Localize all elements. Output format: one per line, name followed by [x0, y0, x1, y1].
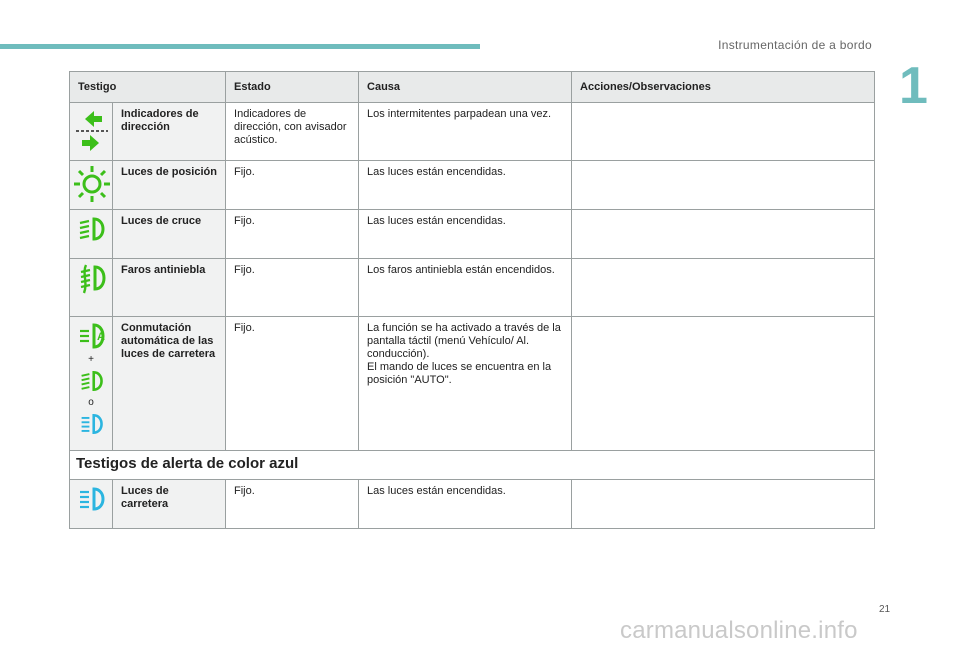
blue-section-band — [70, 451, 875, 480]
table-row — [70, 161, 875, 210]
row-name: Conmutación automática de las luces de carretera — [113, 317, 226, 451]
row-estado: Fijo. — [226, 259, 359, 317]
svg-text:A: A — [97, 331, 105, 343]
dipped-beam-icon — [72, 214, 112, 244]
warning-lights-table — [69, 71, 875, 529]
fog-lamp-icon — [72, 263, 112, 295]
table-row — [70, 259, 875, 317]
main-beam-icon — [72, 484, 112, 514]
watermark: carmanualsonline.info — [620, 617, 858, 644]
chapter-number: 1 — [899, 57, 928, 115]
plus-separator: + — [88, 354, 94, 365]
row-causa: Las luces están encendidas. — [359, 161, 572, 210]
row-estado: Fijo. — [226, 480, 359, 529]
sidelights-icon — [72, 165, 112, 203]
row-name: Luces de cruce — [113, 210, 226, 259]
row-estado: Fijo. — [226, 161, 359, 210]
row-acciones — [572, 259, 875, 317]
table-row — [70, 317, 875, 451]
row-acciones — [572, 161, 875, 210]
table-row — [70, 480, 875, 529]
row-name: Luces de posición — [113, 161, 226, 210]
row-causa: La función se ha activado a través de la pantalla táctil (menú Vehículo/ Al. conducción). El mando de luces se encuentra en la posición "AUTO". — [359, 317, 572, 451]
row-acciones — [572, 480, 875, 529]
row-causa: Las luces están encendidas. — [359, 210, 572, 259]
auto-high-beam-icon — [72, 321, 112, 351]
table-row — [70, 103, 875, 161]
header-accent-bar — [0, 44, 480, 49]
row-acciones — [572, 103, 875, 161]
column-header-testigo: Testigo — [70, 72, 226, 103]
row-causa: Los faros antiniebla están encendidos. — [359, 259, 572, 317]
row-causa: Los intermitentes parpadean una vez. — [359, 103, 572, 161]
blue-section-title: Testigos de alerta de color azul — [70, 451, 875, 480]
page-number: 21 — [879, 604, 891, 615]
row-acciones — [572, 210, 875, 259]
row-acciones — [572, 317, 875, 451]
or-separator: o — [88, 397, 94, 408]
table-row — [70, 210, 875, 259]
row-estado: Indicadores de dirección, con avisador acústico. — [226, 103, 359, 161]
row-name: Luces de carretera — [113, 480, 226, 529]
main-beam-icon — [72, 411, 112, 437]
row-causa: Las luces están encendidas. — [359, 480, 572, 529]
row-estado: Fijo. — [226, 210, 359, 259]
row-name: Indicadores de dirección — [113, 103, 226, 161]
section-title: Instrumentación de a bordo — [718, 38, 872, 52]
dipped-beam-icon — [72, 368, 112, 394]
column-header-estado: Estado — [226, 72, 359, 103]
column-header-acciones: Acciones/Observaciones — [572, 72, 875, 103]
turn-signal-arrows-icon — [72, 107, 112, 155]
row-estado: Fijo. — [226, 317, 359, 451]
column-header-causa: Causa — [359, 72, 572, 103]
table-header-row — [70, 72, 875, 103]
row-name: Faros antiniebla — [113, 259, 226, 317]
